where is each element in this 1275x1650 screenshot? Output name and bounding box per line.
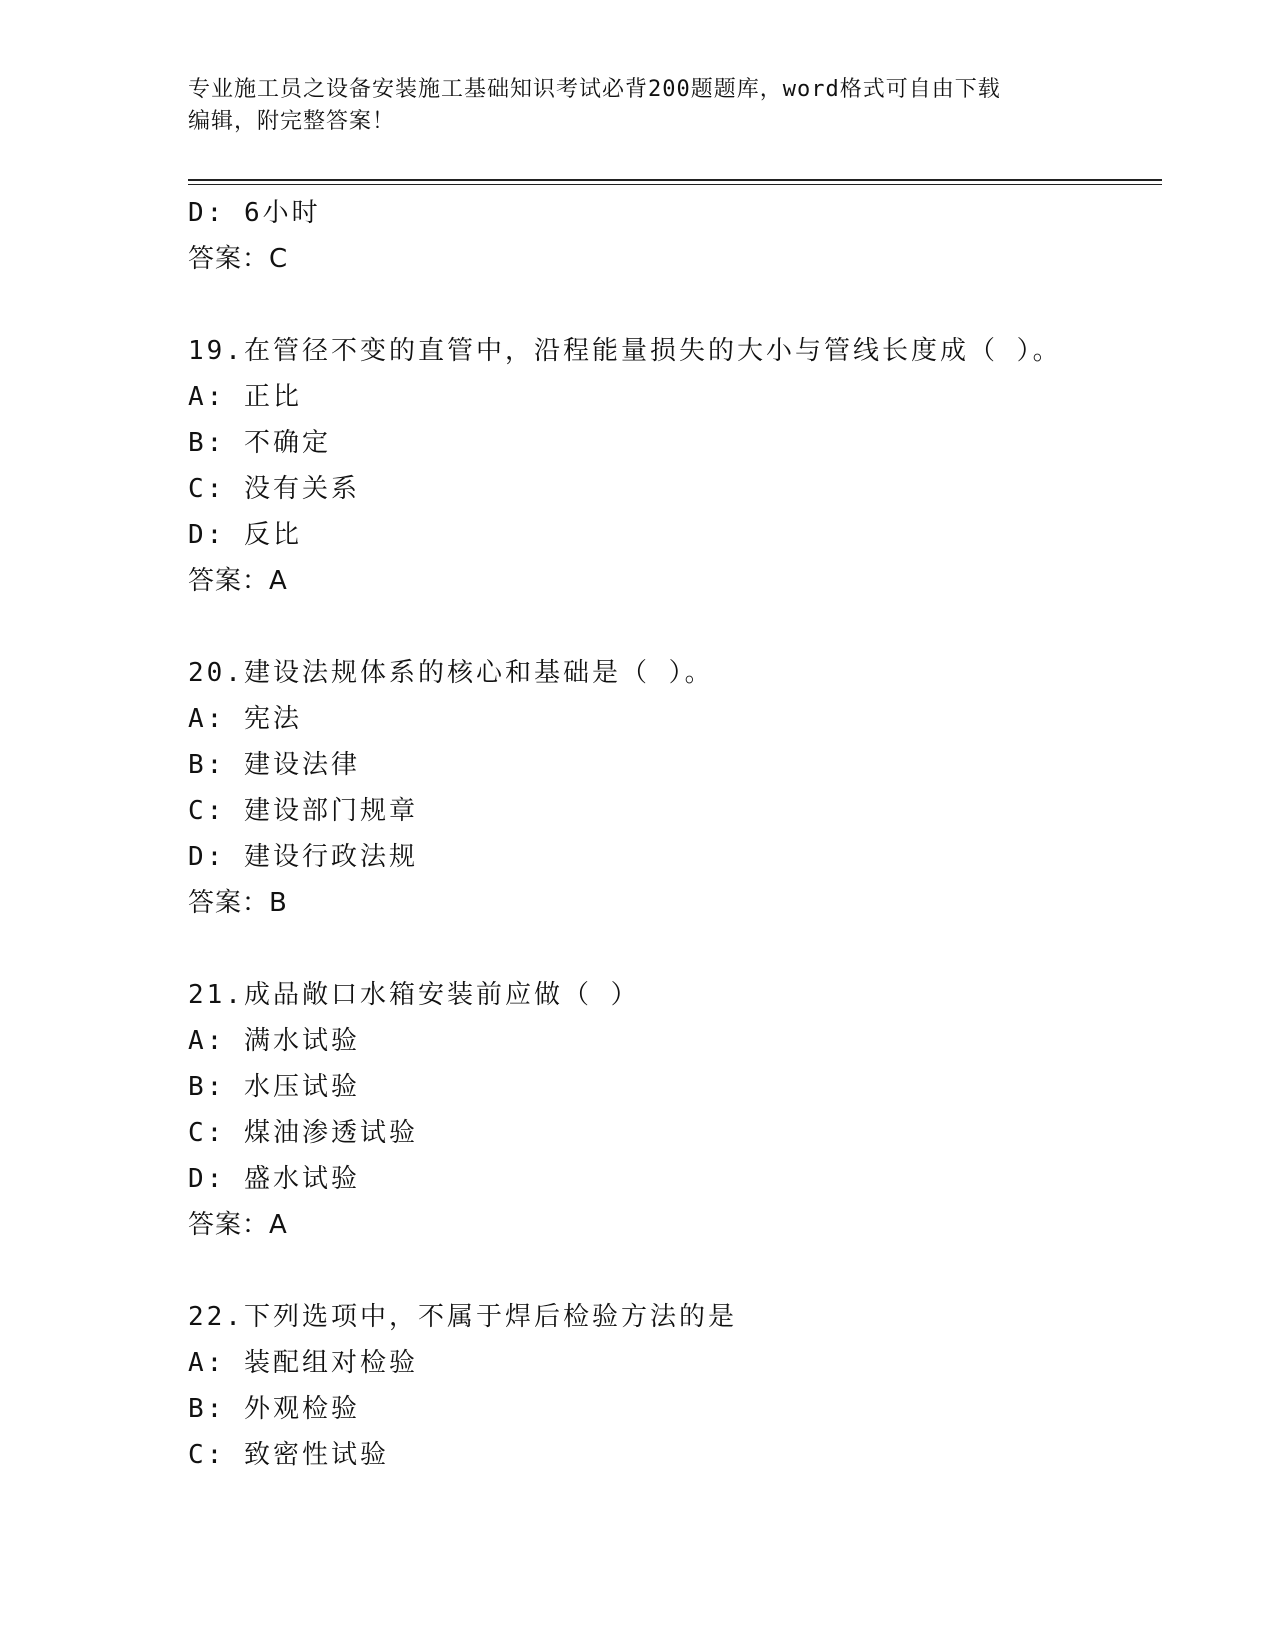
question-title: 20.建设法规体系的核心和基础是（ ）。 (188, 658, 714, 688)
question-list (188, 190, 1168, 1478)
answer-line: 答案：B (188, 888, 288, 918)
option-d: D: 盛水试验 (188, 1164, 360, 1194)
option-c: C: 致密性试验 (188, 1440, 389, 1470)
option-b: B: 建设法律 (188, 750, 360, 780)
spacer (188, 1248, 1168, 1294)
option-b: B: 不确定 (188, 428, 331, 458)
option-a: A: 装配组对检验 (188, 1348, 418, 1378)
option-a: A: 正比 (188, 382, 302, 412)
question-title: 19.在管径不变的直管中，沿程能量损失的大小与管线长度成（ ）。 (188, 336, 1062, 366)
question-title: 21.成品敞口水箱安装前应做（ ） (188, 980, 640, 1010)
option-b: B: 外观检验 (188, 1394, 360, 1424)
header-divider-thin (188, 184, 1162, 185)
spacer (188, 282, 1168, 328)
question-22 (188, 1294, 1168, 1478)
spacer (188, 604, 1168, 650)
header-line-2: 编辑，附完整答案！ (188, 109, 396, 134)
option-c: C: 煤油渗透试验 (188, 1118, 418, 1148)
answer-line: 答案：C (188, 244, 289, 274)
option-c: C: 没有关系 (188, 474, 360, 504)
option-a: A: 满水试验 (188, 1026, 360, 1056)
option-a: A: 宪法 (188, 704, 302, 734)
spacer (188, 926, 1168, 972)
answer-line: 答案：A (188, 566, 288, 596)
header-divider-thick (188, 179, 1162, 181)
option-d: D: 6小时 (188, 198, 321, 228)
carryover-block (188, 190, 1168, 282)
option-d: D: 建设行政法规 (188, 842, 418, 872)
answer-line: 答案：A (188, 1210, 288, 1240)
question-21 (188, 972, 1168, 1248)
question-19 (188, 328, 1168, 604)
document-header (188, 74, 1088, 138)
option-d: D: 反比 (188, 520, 302, 550)
header-line-1: 专业施工员之设备安装施工基础知识考试必背200题题库，word格式可自由下载 (188, 77, 1001, 102)
question-20 (188, 650, 1168, 926)
question-title: 22.下列选项中，不属于焊后检验方法的是 (188, 1302, 737, 1332)
option-b: B: 水压试验 (188, 1072, 360, 1102)
option-c: C: 建设部门规章 (188, 796, 418, 826)
